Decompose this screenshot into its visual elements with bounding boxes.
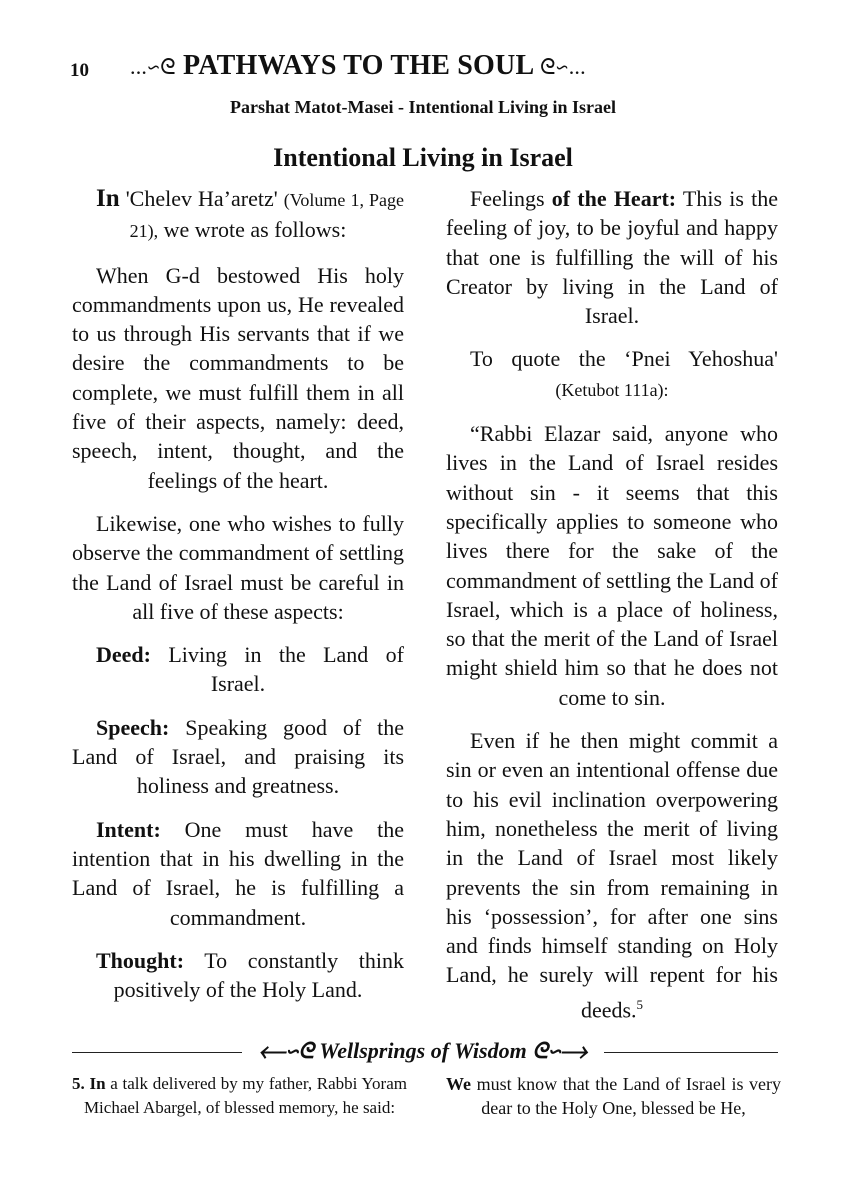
article-title: Intentional Living in Israel	[273, 143, 573, 172]
text: 'Chelev Ha’aretz'	[119, 186, 284, 211]
text: Speaking good of the Land of Israel, and praising its holiness and greatness.	[72, 714, 404, 799]
page-number: 10	[70, 60, 89, 81]
text: One must have the intention that in his dwelling in the Land of Israel, he is fulfilling a commandment.	[72, 816, 404, 930]
drop-lead: In	[96, 185, 120, 212]
right-column	[446, 184, 778, 1038]
ornament-left-icon: ⟵∽ᘓ	[259, 1038, 314, 1063]
text: “Rabbi Elazar said, anyone who lives in the Land of Israel resides without sin - it seems that this specifically applies to someone who lives there for the sake of the commandment of settling the Land of Israel, which is a place of holiness, so that the merit of the Land of Israel might shield him so that he does not come to sin.	[446, 421, 778, 710]
footer-text	[446, 1072, 781, 1120]
footnote-ref[interactable]: 5	[636, 996, 644, 1012]
quote-paragraph	[446, 726, 778, 1024]
text: This is the feeling of joy, to be joyful and happy that one is fulfilling the will of his Creator by living in the Land of Israel.	[446, 186, 778, 329]
text: Likewise, one who wishes to fully observe the commandment of settling the Land of Israel must be careful in all five of these aspects:	[72, 510, 404, 624]
lead: Thought:	[96, 947, 185, 973]
text: Feelings	[470, 186, 552, 211]
text: we wrote as follows:	[158, 217, 347, 243]
running-title	[130, 50, 586, 82]
ornament-right-icon: ᘓ∽⟶	[532, 1038, 587, 1063]
paragraph	[446, 184, 778, 330]
ornament-right-icon: ᘓ∽...	[539, 54, 586, 79]
chapter-subtitle: Parshat Matot-Masei - Intentional Living in Israel	[230, 97, 616, 117]
footnote	[72, 1072, 407, 1120]
text: must know that the Land of Israel is very dear to the Holy One, blessed be He,	[471, 1074, 781, 1118]
citation: (Ketubot 111a):	[555, 379, 669, 400]
text: Living in the Land of Israel.	[150, 642, 404, 697]
lead: of the Heart:	[551, 186, 677, 211]
citation: (Volume 1, Page 21),	[129, 190, 404, 242]
section-heading	[0, 1038, 846, 1064]
section-title: Wellsprings of Wisdom	[319, 1038, 527, 1063]
running-title-text: PATHWAYS TO THE SOUL	[183, 50, 533, 81]
paragraph	[72, 509, 404, 626]
paragraph	[72, 261, 404, 495]
text: To constantly think positively of the Holy Land.	[113, 947, 404, 1003]
lead: Speech:	[96, 714, 170, 740]
paragraph	[72, 815, 404, 932]
text: a talk delivered by my father, Rabbi Yoram Michael Abargel, of blessed memory, he said:	[83, 1074, 407, 1117]
lead: Intent:	[96, 816, 161, 842]
quote-paragraph	[446, 419, 778, 712]
lead: 5. In	[72, 1074, 106, 1093]
text: Even if he then might commit a sin or even an intentional offense due to his evil inclination overpowering him, nonetheless the merit of living in the Land of Israel most likely prevents the sin from remaining in his ‘possession’, for after one sins and finds himself standing on Holy Land, he surely will repent for his deeds.	[446, 728, 778, 1023]
paragraph	[72, 946, 404, 1005]
paragraph	[72, 184, 404, 247]
text: When G-d bestowed His holy commandments upon us, He revealed to us through His servants that if we desire the commandments to be complete, we must fulfill them in all five of their aspects, namely: deed, speech, intent, thought, and the feelings of the heart.	[72, 262, 404, 493]
paragraph	[72, 713, 404, 801]
text: To quote the ‘Pnei Yehoshua'	[470, 346, 778, 372]
paragraph	[446, 344, 778, 405]
ornament-left-icon: ...∽ᘓ	[130, 54, 176, 79]
lead: Deed:	[96, 642, 151, 668]
paragraph	[72, 640, 404, 699]
left-column	[72, 184, 404, 1018]
lead: We	[446, 1074, 471, 1094]
